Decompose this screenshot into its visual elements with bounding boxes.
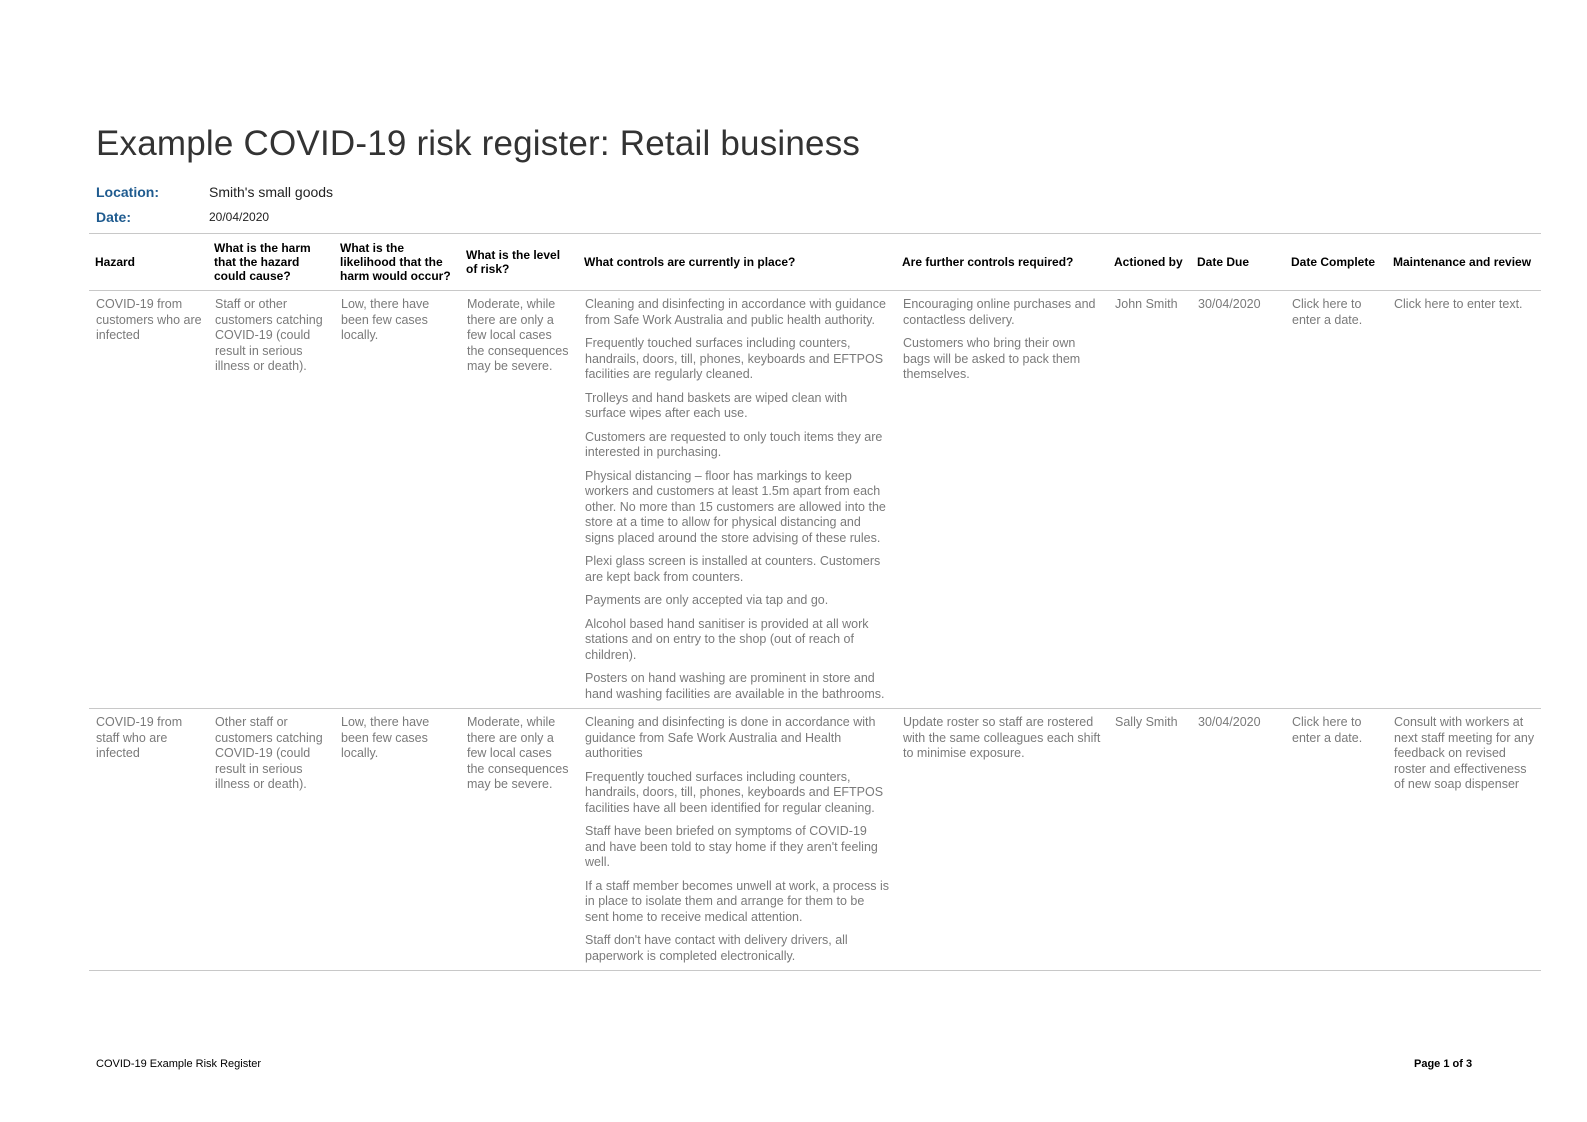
likelihood-cell: Low, there have been few cases locally. — [334, 709, 460, 971]
location-value: Smith's small goods — [209, 184, 334, 200]
control-item: Payments are only accepted via tap and go. — [585, 593, 829, 607]
column-header-further-controls: Are further controls required? — [896, 234, 1108, 291]
control-item: Plexi glass screen is installed at counters. Customers are kept back from counters. — [585, 554, 881, 584]
control-item: Cleaning and disinfecting is done in accordance with guidance from Safe Work Australia and Health authorities — [585, 715, 876, 760]
column-header-actioned-by: Actioned by — [1108, 234, 1191, 291]
further-controls-cell — [896, 709, 1108, 971]
footer-document-title: COVID-19 Example Risk Register — [96, 1058, 262, 1070]
hazard-cell: COVID-19 from staff who are infected — [89, 709, 208, 971]
harm-cell: Other staff or customers catching COVID-19 (could result in serious illness or death). — [208, 709, 334, 971]
further-controls-cell — [896, 291, 1108, 709]
table-header-row — [89, 234, 1541, 291]
control-item: Posters on hand washing are prominent in store and hand washing facilities are available in the bathrooms. — [585, 671, 885, 701]
control-item: Customers are requested to only touch items they are interested in purchasing. — [585, 429, 883, 459]
maintenance-field[interactable]: Click here to enter text. — [1387, 291, 1541, 709]
control-item: Trolleys and hand baskets are wiped clean with surface wipes after each use. — [585, 390, 848, 420]
hazard-cell: COVID-19 from customers who are infected — [89, 291, 208, 709]
actioned-by-cell: John Smith — [1108, 291, 1191, 709]
location-label: Location: — [96, 184, 159, 200]
control-item: Staff don't have contact with delivery drivers, all paperwork is completed electronically. — [585, 933, 848, 963]
table-row — [89, 291, 1541, 709]
page-title: Example COVID-19 risk register: Retail business — [96, 124, 861, 163]
column-header-risk-level: What is the level of risk? — [460, 234, 578, 291]
current-controls-cell — [578, 709, 896, 971]
control-item: Staff have been briefed on symptoms of COVID-19 and have been told to stay home if they aren't feeling well. — [585, 824, 878, 869]
risk-register-table — [89, 233, 1541, 971]
date-complete-field[interactable]: Click here to enter a date. — [1285, 291, 1387, 709]
control-item: Cleaning and disinfecting in accordance with guidance from Safe Work Australia and public health authority. — [585, 297, 886, 327]
column-header-date-complete: Date Complete — [1285, 234, 1387, 291]
date-complete-field[interactable]: Click here to enter a date. — [1285, 709, 1387, 971]
risk-level-cell: Moderate, while there are only a few local cases the consequences may be severe. — [460, 291, 578, 709]
further-control-item: Customers who bring their own bags will be asked to pack them themselves. — [903, 336, 1081, 381]
control-item: Frequently touched surfaces including counters, handrails, doors, till, phones, keyboards and EFTPOS facilities are regularly cleaned. — [585, 336, 884, 381]
date-label: Date: — [96, 209, 132, 225]
column-header-maintenance: Maintenance and review — [1387, 234, 1541, 291]
column-header-likelihood: What is the likelihood that the harm would occur? — [334, 234, 460, 291]
table-row — [89, 709, 1541, 971]
harm-cell: Staff or other customers catching COVID-19 (could result in serious illness or death). — [208, 291, 334, 709]
risk-level-cell: Moderate, while there are only a few local cases the consequences may be severe. — [460, 709, 578, 971]
date-due-cell: 30/04/2020 — [1191, 709, 1285, 971]
maintenance-cell: Consult with workers at next staff meeting for any feedback on revised roster and effectiveness of new soap dispenser — [1387, 709, 1541, 971]
footer-page-number: Page 1 of 3 — [1414, 1058, 1473, 1070]
control-item: If a staff member becomes unwell at work, a process is in place to isolate them and arrange for them to be sent home to receive medical attention. — [585, 878, 890, 924]
column-header-hazard: Hazard — [89, 234, 208, 291]
control-item: Alcohol based hand sanitiser is provided at all work stations and on entry to the shop (out of reach of children). — [585, 616, 869, 662]
date-value: 20/04/2020 — [209, 210, 270, 224]
likelihood-cell: Low, there have been few cases locally. — [334, 291, 460, 709]
date-due-cell: 30/04/2020 — [1191, 291, 1285, 709]
current-controls-cell — [578, 291, 896, 709]
control-item: Frequently touched surfaces including counters, handrails, doors, till, phones, keyboards and EFTPOS facilities have all been identified for regular cleaning. — [585, 769, 884, 815]
column-header-date-due: Date Due — [1191, 234, 1285, 291]
column-header-harm: What is the harm that the hazard could cause? — [208, 234, 334, 291]
further-control-item: Encouraging online purchases and contactless delivery. — [903, 297, 1096, 327]
column-header-current-controls: What controls are currently in place? — [578, 234, 896, 291]
control-item: Physical distancing – floor has markings to keep workers and customers at least 1.5m apart from each other. No more than 15 customers are allowed into the store at a time to allow for physical distancing and signs placed around the store advising of these rules. — [585, 468, 886, 545]
further-control-item: Update roster so staff are rostered with the same colleagues each shift to minimise exposure. — [903, 715, 1101, 760]
actioned-by-cell: Sally Smith — [1108, 709, 1191, 971]
